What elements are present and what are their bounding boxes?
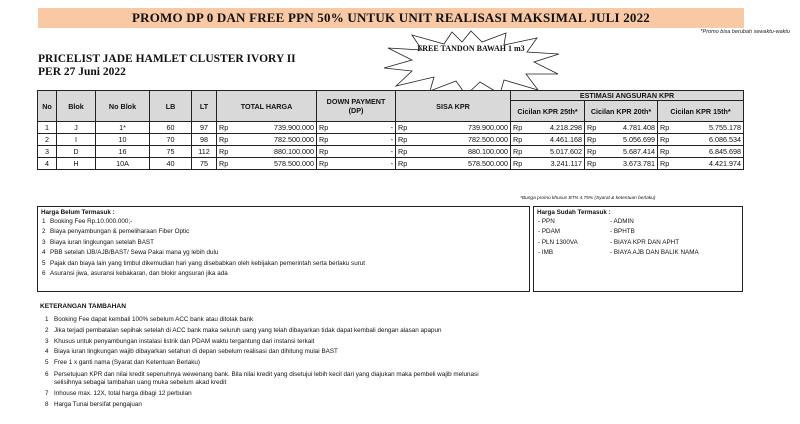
item-text: Asuransi jiwa, asuransi kebakaran, dan blokir angsuran jika ada <box>50 269 228 277</box>
item-number: 2 <box>45 326 49 334</box>
item-text: Inhouse max. 12X, total harga dibagi 12 perbulan <box>54 389 192 397</box>
list-item <box>40 337 740 348</box>
cell-no: 3 <box>38 146 57 158</box>
list-item <box>40 315 740 326</box>
cell-c20: 5.056.699 <box>599 134 658 146</box>
list-item <box>40 358 740 369</box>
col-down-payment: DOWN PAYMENT (DP) <box>317 91 396 122</box>
included-left: - PPN <box>538 218 555 225</box>
cell-no-blok: 1* <box>96 122 150 134</box>
included-right: - BIAYA KPR DAN APHT <box>610 238 680 246</box>
currency-label: Rp <box>658 134 672 146</box>
currency-label: Rp <box>396 158 412 170</box>
item-text: Khusus untuk penyambungan instalasi listrik dan PDAM waktu tergantung dari instansi terkait <box>54 337 315 345</box>
currency-label: Rp <box>317 146 333 158</box>
item-text: Biaya iuran lingkungan setelah BAST <box>50 238 154 246</box>
currency-label: Rp <box>585 146 599 158</box>
table-row <box>38 134 744 146</box>
promo-note: *Promo bisa berubah sewaktu-waktu <box>700 29 790 35</box>
item-text: Jika terjadi pembatalan sepihak setelah di ACC bank maka seluruh uang yang telah dibayarkan tidak dapat kembali dengan alasan apapun <box>54 326 442 334</box>
list-item <box>534 227 742 237</box>
item-number: 2 <box>42 228 46 236</box>
item-text: Pajak dan biaya lain yang timbul dikemudian hari yang disebabkan oleh kebijakan pemerintah serta berlaku surut <box>50 259 366 267</box>
included-left: - PLN 1300VA <box>538 238 578 246</box>
cell-lb: 40 <box>150 158 192 170</box>
cell-c25: 4.218.298 <box>525 122 585 134</box>
cell-lt: 75 <box>192 158 217 170</box>
currency-label: Rp <box>217 122 233 134</box>
bunga-note: *Bunga promo khusus BTN 4,75% (Syarat & ketentuan berlaku) <box>520 196 656 201</box>
cell-lt: 112 <box>192 146 217 158</box>
included-left: - PDAM <box>538 228 561 236</box>
currency-label: Rp <box>396 134 412 146</box>
table-row <box>38 158 744 170</box>
cell-no: 1 <box>38 122 57 134</box>
cell-lt: 98 <box>192 134 217 146</box>
item-text: Persetujuan KPR dan nilai kredit sepenuhnya wewenang bank. Bila nilai kredit yang disetujui lebih kecil dari yang diajukan maka pembeli wajib melunasi selisihnya sebagai tambahan uang muka sebelum akad kredit <box>54 370 479 386</box>
cell-sisa: 782.500.000 <box>412 134 511 146</box>
item-text: Biaya penyambungan & pemeliharaan Fiber Optic <box>50 228 190 236</box>
item-number: 5 <box>45 359 49 367</box>
item-number: 1 <box>42 218 46 225</box>
col-sisa-kpr: SISA KPR <box>396 91 511 122</box>
pricelist-title: PRICELIST JADE HAMLET CLUSTER IVORY II <box>38 53 296 65</box>
currency-label: Rp <box>585 134 599 146</box>
list-item <box>40 326 740 337</box>
cell-dp: - <box>333 158 396 170</box>
starburst-shape <box>382 30 560 96</box>
cell-blok: I <box>57 134 96 146</box>
exclusions-title: Harga Belum Termasuk : <box>41 209 115 216</box>
currency-label: Rp <box>217 146 233 158</box>
list-item <box>534 238 742 248</box>
cell-lb: 75 <box>150 146 192 158</box>
item-number: 5 <box>42 259 46 267</box>
cell-blok: J <box>57 122 96 134</box>
cell-dp: - <box>333 122 396 134</box>
currency-label: Rp <box>511 134 525 146</box>
item-text: Booking Fee dapat kembali 100% sebelum ACC bank atau ditolak bank <box>54 316 254 323</box>
currency-label: Rp <box>658 122 672 134</box>
currency-label: Rp <box>658 146 672 158</box>
item-number: 6 <box>42 269 46 277</box>
included-right: - BPHTB <box>610 228 635 236</box>
cell-total: 880.100.000 <box>233 146 317 158</box>
item-text: PBB setelah IJB/AJB/BAST/ Sewa Pakai mana yg lebih dulu <box>50 249 219 257</box>
list-item <box>38 269 529 279</box>
item-number: 8 <box>45 400 49 408</box>
list-item <box>38 248 529 258</box>
cell-total: 578.500.000 <box>233 158 317 170</box>
pricelist-date: PER 27 Juni 2022 <box>38 66 126 78</box>
col-no: No <box>38 91 57 122</box>
cell-c15: 6.845.698 <box>672 146 744 158</box>
list-item <box>534 248 742 258</box>
col-total-harga: TOTAL HARGA <box>217 91 317 122</box>
list-item <box>40 369 740 389</box>
cell-no-blok: 10 <box>96 134 150 146</box>
currency-label: Rp <box>217 134 233 146</box>
list-item <box>40 400 740 411</box>
currency-label: Rp <box>585 122 599 134</box>
list-item <box>534 217 742 227</box>
currency-label: Rp <box>217 158 233 170</box>
cell-blok: D <box>57 146 96 158</box>
currency-label: Rp <box>511 158 525 170</box>
keterangan-title: KETERANGAN TAMBAHAN <box>40 303 126 310</box>
item-number: 3 <box>42 238 46 246</box>
currency-label: Rp <box>585 158 599 170</box>
item-text: Harga Tunai bersifat pengajuan <box>54 400 142 408</box>
table-header-row <box>38 91 744 101</box>
cell-sisa: 578.500.000 <box>412 158 511 170</box>
cell-c25: 3.241.117 <box>525 158 585 170</box>
exclusions-box <box>37 206 530 292</box>
cell-lt: 97 <box>192 122 217 134</box>
list-item <box>40 389 740 400</box>
cell-c20: 3.673.781 <box>599 158 658 170</box>
currency-label: Rp <box>658 158 672 170</box>
item-number: 4 <box>45 348 49 356</box>
item-number: 6 <box>45 370 49 378</box>
cell-blok: H <box>57 158 96 170</box>
item-text: Biaya iuran lingkungan wajib dibayarkan setahun di depan sebelum realisasi dan dihitung mulai BAST <box>54 348 338 356</box>
cell-sisa: 739.900.000 <box>412 122 511 134</box>
col-cicilan-15: Cicilan KPR 15th* <box>658 101 744 122</box>
currency-label: Rp <box>396 122 412 134</box>
included-right: - BIAYA AJB DAN BALIK NAMA <box>610 249 699 257</box>
starburst-text: FREE TANDON BAWAH 1 m3 <box>417 44 525 53</box>
inclusions-title: Harga Sudah Termasuk : <box>537 209 611 216</box>
col-estimasi: ESTIMASI ANGSURAN KPR <box>511 91 744 101</box>
keterangan-list <box>40 315 740 411</box>
inclusions-box <box>533 206 743 292</box>
currency-label: Rp <box>317 134 333 146</box>
item-number: 4 <box>42 249 46 257</box>
cell-c25: 4.461.168 <box>525 134 585 146</box>
cell-lb: 60 <box>150 122 192 134</box>
included-left: - IMB <box>538 249 554 257</box>
cell-dp: - <box>333 134 396 146</box>
cell-total: 782.500.000 <box>233 134 317 146</box>
cell-no-blok: 16 <box>96 146 150 158</box>
currency-label: Rp <box>511 122 525 134</box>
promo-banner: PROMO DP 0 DAN FREE PPN 50% UNTUK UNIT REALISASI MAKSIMAL JULI 2022 <box>38 8 744 28</box>
col-cicilan-20: Cicilan KPR 20th* <box>585 101 658 122</box>
cell-no: 4 <box>38 158 57 170</box>
item-number: 7 <box>45 389 49 397</box>
col-blok: Blok <box>57 91 96 122</box>
cell-dp: - <box>333 146 396 158</box>
cell-lb: 70 <box>150 134 192 146</box>
cell-c20: 5.687.414 <box>599 146 658 158</box>
currency-label: Rp <box>317 158 333 170</box>
cell-c15: 6.086.534 <box>672 134 744 146</box>
table-row <box>38 122 744 134</box>
list-item <box>38 217 529 227</box>
cell-sisa: 880.100.000 <box>412 146 511 158</box>
col-no-blok: No Blok <box>96 91 150 122</box>
page-title <box>38 53 296 79</box>
col-lt: LT <box>192 91 217 122</box>
currency-label: Rp <box>396 146 412 158</box>
cell-c20: 4.781.408 <box>599 122 658 134</box>
list-item <box>38 259 529 269</box>
cell-total: 739.900.000 <box>233 122 317 134</box>
item-text: Free 1 x ganti nama (Syarat dan Ketentuan Berlaku) <box>54 359 200 367</box>
list-item <box>38 227 529 237</box>
included-right: - ADMIN <box>610 218 634 225</box>
cell-c15: 5.755.178 <box>672 122 744 134</box>
item-text: Booking Fee Rp.10.000.000;- <box>50 218 133 225</box>
cell-no: 2 <box>38 134 57 146</box>
price-table <box>37 90 744 170</box>
item-number: 3 <box>45 337 49 345</box>
currency-label: Rp <box>511 146 525 158</box>
list-item <box>38 238 529 248</box>
currency-label: Rp <box>317 122 333 134</box>
col-lb: LB <box>150 91 192 122</box>
cell-c25: 5.017.602 <box>525 146 585 158</box>
list-item <box>40 347 740 358</box>
col-cicilan-25: Cicilan KPR 25th* <box>511 101 585 122</box>
cell-c15: 4.421.974 <box>672 158 744 170</box>
cell-no-blok: 10A <box>96 158 150 170</box>
item-number: 1 <box>45 316 49 323</box>
table-row <box>38 146 744 158</box>
